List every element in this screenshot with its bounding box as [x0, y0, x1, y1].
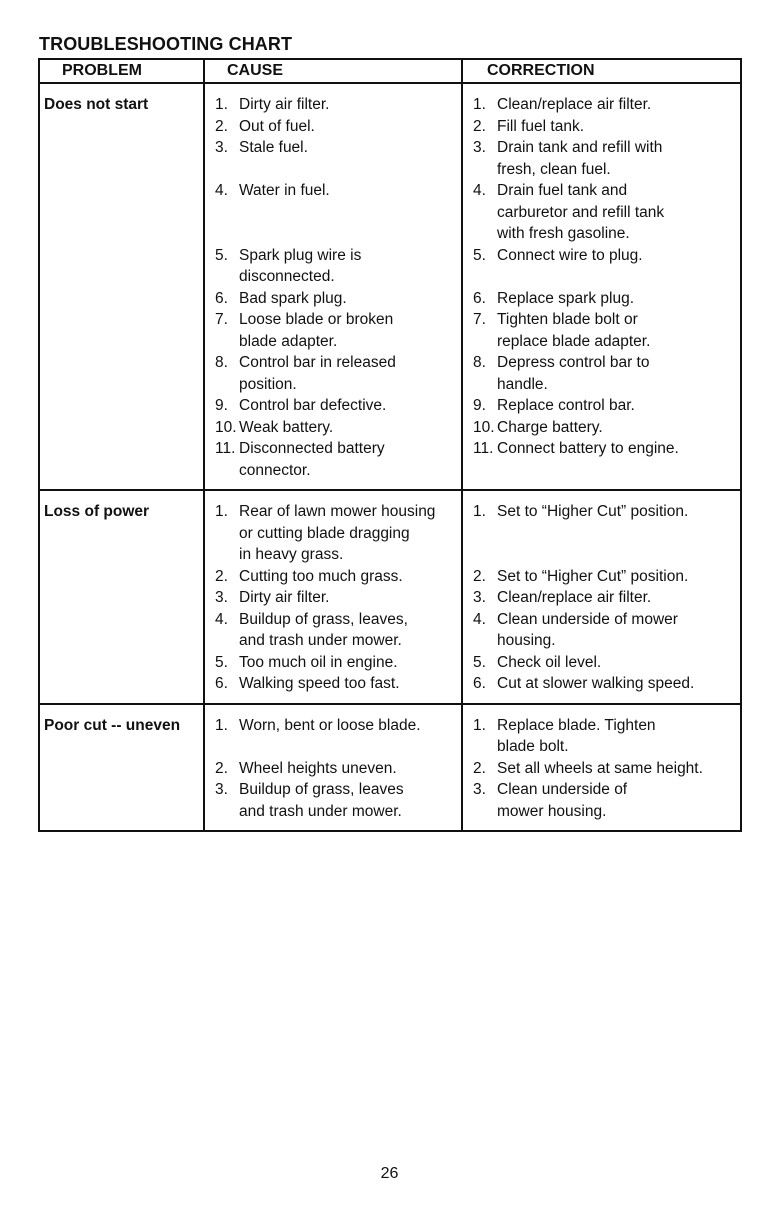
item-text: Weak battery.: [239, 418, 334, 436]
item-number: 4.: [215, 182, 228, 199]
item-text: Control bar defective.: [239, 397, 387, 414]
item-text: Drain fuel tank and: [497, 182, 628, 199]
list-item: [209, 460, 457, 482]
correction-cell: [462, 704, 741, 832]
item-text: Replace spark plug.: [497, 289, 634, 307]
cause-cell: [204, 490, 462, 704]
header-correction: CORRECTION: [462, 59, 741, 83]
item-text: Rear of lawn mower housing: [239, 503, 436, 520]
item-number: 6.: [473, 675, 486, 692]
item-number: 9.: [215, 397, 228, 414]
item-text: blade adapter.: [239, 332, 338, 350]
item-number: [467, 202, 497, 224]
item-number: 3.: [473, 139, 486, 156]
list-item: [209, 652, 457, 674]
item-text: Dirty air filter.: [239, 589, 330, 606]
item-text: in heavy grass.: [239, 546, 344, 563]
header-cause: CAUSE: [204, 59, 462, 83]
item-number: [467, 159, 497, 181]
list-item: [209, 715, 457, 737]
item-text: Clean underside of mower: [497, 610, 678, 628]
correction-cell: [462, 490, 741, 704]
item-text: fresh, clean fuel.: [497, 160, 611, 178]
item-text: Connect wire to plug.: [497, 246, 643, 264]
chart-title: TROUBLESHOOTING CHART: [39, 34, 293, 54]
item-number: [209, 630, 239, 652]
troubleshooting-table: [38, 58, 742, 832]
item-number: 7.: [473, 311, 486, 328]
item-number: 2.: [473, 567, 486, 585]
item-text: and trash under mower.: [239, 802, 402, 820]
item-number: 2.: [215, 759, 228, 777]
problem-cell: Loss of power: [39, 490, 204, 704]
list-item: [209, 288, 457, 310]
item-text: Tighten blade bolt or: [497, 311, 638, 328]
item-text: Cutting too much grass.: [239, 567, 403, 585]
item-number: 5.: [215, 653, 228, 671]
item-number: 1.: [215, 503, 228, 520]
item-number: [209, 523, 239, 545]
item-text: [239, 159, 457, 181]
item-text: Clean/replace air filter.: [497, 96, 652, 113]
list-item: [209, 309, 457, 331]
item-text: Replace blade. Tighten: [497, 716, 656, 734]
list-item: [209, 736, 457, 758]
item-number: 8.: [473, 354, 486, 371]
list-item: [209, 374, 457, 396]
item-text: Replace control bar.: [497, 397, 635, 414]
item-number: 6.: [473, 289, 486, 307]
item-number: 1.: [473, 503, 486, 520]
list-item: [467, 94, 736, 116]
item-number: 4.: [473, 610, 486, 628]
list-item: [209, 352, 457, 374]
list-item: [467, 137, 736, 159]
item-text: [239, 223, 457, 245]
list-item: [467, 736, 736, 758]
item-text: Wheel heights uneven.: [239, 759, 397, 777]
item-text: [239, 202, 457, 224]
item-number: 5.: [473, 246, 486, 264]
list-item: [467, 801, 736, 823]
item-text: blade bolt.: [497, 738, 569, 755]
list-item: [467, 309, 736, 331]
item-number: 5.: [473, 653, 486, 671]
item-number: [467, 223, 497, 245]
item-text: Worn, bent or loose blade.: [239, 716, 421, 734]
item-text: [239, 736, 457, 758]
list-item: [467, 352, 736, 374]
item-number: 1.: [215, 96, 228, 113]
item-text: carburetor and refill tank: [497, 203, 665, 221]
item-text: Bad spark plug.: [239, 289, 347, 307]
list-item: [209, 801, 457, 823]
item-number: [209, 223, 239, 245]
table-row: [39, 704, 741, 832]
list-item: [467, 673, 736, 695]
item-number: 4.: [215, 610, 228, 628]
list-item: [209, 501, 457, 523]
item-number: 3.: [215, 589, 228, 606]
list-item: [209, 116, 457, 138]
list-item: [467, 630, 736, 652]
list-item: [467, 159, 736, 181]
header-row: [39, 59, 741, 83]
item-text: Fill fuel tank.: [497, 117, 585, 135]
item-number: 3.: [215, 139, 228, 156]
item-number: [467, 374, 497, 396]
item-text: Cut at slower walking speed.: [497, 675, 695, 692]
table-row: [39, 83, 741, 490]
item-number: 6.: [215, 675, 228, 692]
item-text: Depress control bar to: [497, 354, 650, 371]
item-text: housing.: [497, 632, 556, 649]
item-text: Check oil level.: [497, 653, 602, 671]
item-number: 3.: [473, 589, 486, 606]
list-item: [467, 180, 736, 202]
item-number: [209, 159, 239, 181]
item-number: [209, 266, 239, 288]
list-item: [467, 374, 736, 396]
item-number: 4.: [473, 182, 486, 199]
item-text: Disconnected battery: [239, 440, 385, 457]
list-item: [467, 609, 736, 631]
list-item: [209, 609, 457, 631]
list-item: [467, 438, 736, 460]
list-item: [467, 566, 736, 588]
item-text: replace blade adapter.: [497, 332, 651, 350]
item-number: [467, 544, 497, 566]
cause-cell: [204, 83, 462, 490]
item-number: [209, 736, 239, 758]
item-text: disconnected.: [239, 268, 335, 285]
item-number: 1.: [473, 716, 486, 734]
item-number: 10.: [473, 418, 495, 436]
item-text: Buildup of grass, leaves,: [239, 610, 408, 628]
item-text: Stale fuel.: [239, 139, 308, 156]
list-item: [209, 758, 457, 780]
item-number: 2.: [473, 117, 486, 135]
list-item: [209, 245, 457, 267]
list-item: [209, 523, 457, 545]
item-text: Set to “Higher Cut” position.: [497, 567, 689, 585]
list-item: [467, 245, 736, 267]
list-item: [209, 544, 457, 566]
item-number: [467, 801, 497, 823]
list-item: [467, 544, 736, 566]
list-item: [209, 180, 457, 202]
list-item: [467, 501, 736, 523]
item-number: 5.: [215, 246, 228, 264]
item-text: Clean underside of: [497, 781, 628, 798]
item-number: [467, 331, 497, 353]
item-text: Set to “Higher Cut” position.: [497, 503, 689, 520]
list-item: [209, 417, 457, 439]
list-item: [467, 331, 736, 353]
item-text: position.: [239, 375, 297, 393]
list-item: [467, 266, 736, 288]
item-number: 3.: [473, 781, 486, 798]
list-item: [467, 587, 736, 609]
item-text: Dirty air filter.: [239, 96, 330, 113]
list-item: [209, 587, 457, 609]
list-item: [467, 779, 736, 801]
header-problem: PROBLEM: [39, 59, 204, 83]
item-number: 6.: [215, 289, 228, 307]
list-item: [467, 202, 736, 224]
item-text: Loose blade or broken: [239, 311, 394, 328]
item-number: [209, 460, 239, 482]
item-number: [209, 801, 239, 823]
list-item: [467, 715, 736, 737]
item-text: connector.: [239, 461, 311, 479]
list-item: [209, 395, 457, 417]
item-text: Connect battery to engine.: [497, 440, 679, 457]
item-text: Buildup of grass, leaves: [239, 781, 404, 798]
list-item: [467, 288, 736, 310]
problem-cell: Poor cut -- uneven: [39, 704, 204, 832]
item-text: [497, 266, 736, 288]
item-text: handle.: [497, 375, 548, 393]
list-item: [467, 523, 736, 545]
item-text: Clean/replace air filter.: [497, 589, 652, 606]
list-item: [209, 159, 457, 181]
item-text: mower housing.: [497, 802, 607, 820]
item-text: Spark plug wire is: [239, 246, 362, 264]
item-number: [209, 374, 239, 396]
list-item: [209, 566, 457, 588]
list-item: [467, 652, 736, 674]
item-number: 11.: [215, 440, 236, 457]
list-item: [209, 94, 457, 116]
item-text: Control bar in released: [239, 354, 396, 371]
page-number: 26: [380, 1165, 399, 1182]
cause-cell: [204, 704, 462, 832]
item-number: 1.: [215, 716, 228, 734]
item-number: [467, 266, 497, 288]
item-number: 2.: [215, 567, 228, 585]
list-item: [467, 417, 736, 439]
list-item: [467, 116, 736, 138]
list-item: [209, 630, 457, 652]
item-number: [209, 202, 239, 224]
problem-cell: Does not start: [39, 83, 204, 490]
list-item: [467, 758, 736, 780]
item-text: Set all wheels at same height.: [497, 759, 703, 777]
item-text: Out of fuel.: [239, 117, 315, 135]
list-item: [209, 266, 457, 288]
item-text: Charge battery.: [497, 418, 603, 436]
list-item: [209, 331, 457, 353]
list-item: [209, 202, 457, 224]
item-number: 2.: [215, 117, 228, 135]
item-text: with fresh gasoline.: [497, 225, 630, 242]
correction-cell: [462, 83, 741, 490]
item-number: [467, 523, 497, 545]
item-number: 11.: [473, 440, 494, 457]
table-row: [39, 490, 741, 704]
item-text: [497, 544, 736, 566]
item-number: 1.: [473, 96, 486, 113]
item-text: [497, 523, 736, 545]
item-number: [467, 630, 497, 652]
list-item: [467, 395, 736, 417]
item-text: or cutting blade dragging: [239, 524, 410, 542]
item-number: 2.: [473, 759, 486, 777]
list-item: [209, 673, 457, 695]
item-number: 10.: [215, 418, 237, 436]
item-text: Walking speed too fast.: [239, 675, 400, 692]
list-item: [209, 137, 457, 159]
list-item: [209, 438, 457, 460]
list-item: [467, 223, 736, 245]
item-text: Water in fuel.: [239, 182, 330, 199]
item-number: 9.: [473, 397, 486, 414]
item-text: Too much oil in engine.: [239, 653, 398, 671]
item-text: Drain tank and refill with: [497, 139, 663, 156]
item-number: 3.: [215, 781, 228, 798]
item-text: and trash under mower.: [239, 632, 402, 649]
list-item: [209, 779, 457, 801]
item-number: 7.: [215, 311, 228, 328]
item-number: [209, 544, 239, 566]
item-number: [467, 736, 497, 758]
list-item: [209, 223, 457, 245]
item-number: 8.: [215, 354, 228, 371]
item-number: [209, 331, 239, 353]
